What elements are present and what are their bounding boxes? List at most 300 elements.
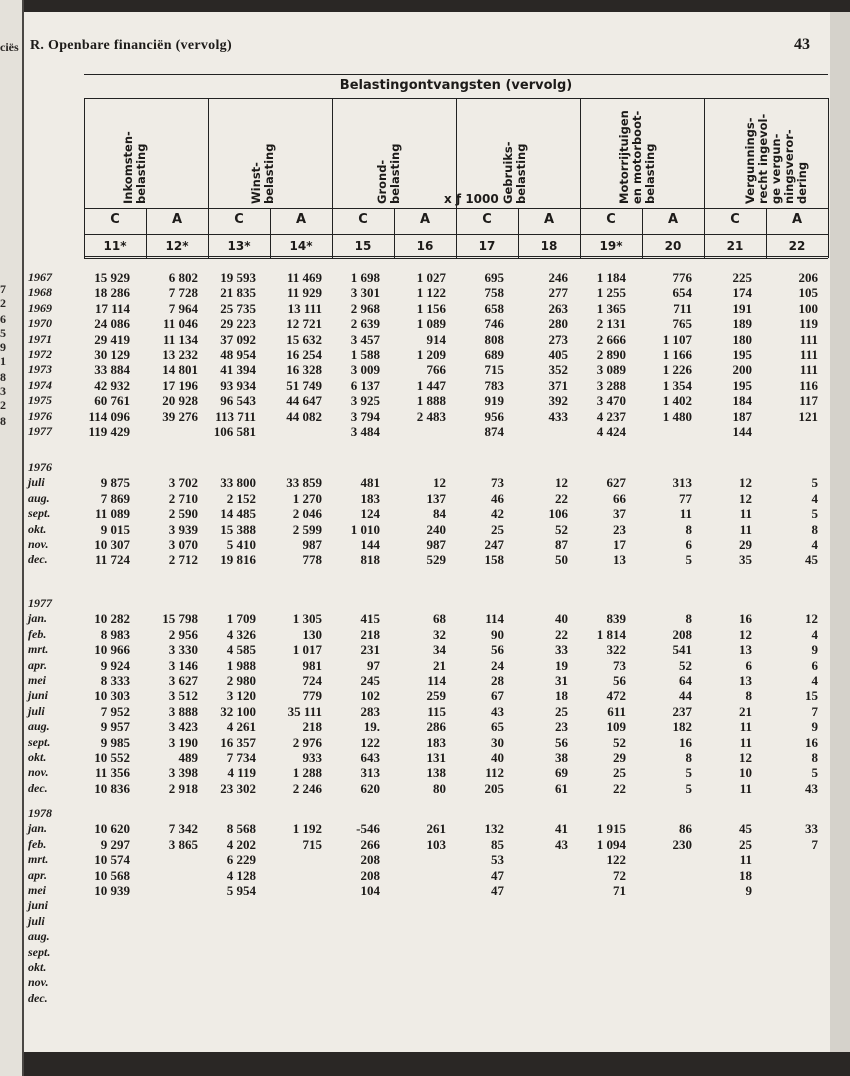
- table-cell: 23 302: [220, 780, 256, 796]
- row-label: aug.: [28, 929, 50, 944]
- table-cell: 16 357: [220, 734, 256, 750]
- table-cell: 654: [672, 285, 692, 301]
- table-cell: 1 354: [662, 377, 692, 393]
- table-cell: 18 286: [94, 285, 130, 301]
- table-cell: 715: [302, 836, 322, 852]
- table-cell: 1 480: [662, 408, 692, 424]
- table-cell: 45: [739, 821, 752, 837]
- table-cell: 131: [426, 750, 446, 765]
- table-cell: 12: [555, 475, 568, 491]
- table-cell: 37 092: [220, 331, 256, 347]
- row-label: mrt.: [28, 852, 49, 867]
- table-cell: 33 884: [94, 362, 130, 378]
- table-cell: 9: [811, 642, 818, 658]
- table-cell: 21: [739, 703, 752, 719]
- table-cell: 280: [548, 316, 568, 332]
- table-cell: 956: [484, 408, 504, 424]
- table-cell: 42 932: [94, 377, 130, 393]
- header-rule-4: [84, 258, 828, 259]
- column-code: A: [419, 212, 431, 227]
- strip-text: ciës: [0, 40, 19, 54]
- table-cell: 124: [360, 506, 380, 522]
- table-cell: 261: [426, 821, 446, 837]
- row-label: 1977: [28, 424, 52, 438]
- table-cell: 53: [491, 852, 504, 868]
- table-cell: 15 929: [94, 270, 130, 285]
- table-cell: 144: [360, 537, 380, 552]
- table-cell: 7: [811, 703, 818, 719]
- column-code: C: [606, 212, 616, 227]
- table-cell: 23: [613, 521, 626, 537]
- table-cell: 183: [360, 490, 380, 506]
- table-cell: 2 890: [596, 347, 626, 362]
- table-cell: 11: [739, 719, 752, 735]
- table-cell: 4: [811, 626, 818, 642]
- row-label: feb.: [28, 836, 47, 851]
- table-cell: 69: [555, 765, 568, 781]
- row-label: okt.: [28, 750, 47, 764]
- column-code: A: [667, 212, 679, 227]
- table-cell: 30: [491, 734, 504, 750]
- row-label: jan.: [28, 821, 48, 836]
- row-label: sept.: [28, 734, 51, 749]
- table-cell: 695: [484, 270, 504, 285]
- table-cell: 11: [739, 852, 752, 868]
- table-cell: 12: [739, 490, 752, 506]
- table-cell: 195: [732, 377, 752, 393]
- table-cell: 2 152: [226, 490, 256, 506]
- table-cell: 1 588: [350, 347, 380, 362]
- table-cell: 808: [484, 331, 504, 347]
- table-cell: 286: [426, 719, 446, 735]
- table-cell: 2 246: [292, 780, 322, 796]
- table-cell: 1 184: [596, 270, 626, 285]
- strip-text: 6: [0, 312, 6, 326]
- table-cell: 8 333: [100, 673, 130, 688]
- table-cell: 12: [739, 750, 752, 765]
- row-label: mei: [28, 673, 46, 687]
- table-cell: 5: [811, 506, 818, 522]
- table-cell: 5: [811, 765, 818, 781]
- table-cell: 10 303: [94, 688, 130, 704]
- table-cell: 25: [613, 765, 626, 781]
- table-cell: 42: [491, 506, 504, 522]
- table-cell: 11: [739, 780, 752, 796]
- table-cell: 19.: [363, 719, 380, 735]
- table-cell: 987: [426, 537, 446, 552]
- table-cell: 10: [739, 765, 752, 781]
- table-cell: 12: [805, 611, 818, 627]
- table-cell: 12 721: [286, 316, 322, 332]
- table-cell: 266: [360, 836, 380, 852]
- table-cell: 11 469: [286, 270, 322, 285]
- column-group-label: Winst- belasting: [249, 143, 276, 204]
- table-cell: 689: [484, 347, 504, 362]
- table-cell: 7 734: [226, 750, 256, 765]
- table-cell: 16: [679, 734, 692, 750]
- table-cell: 8: [811, 750, 818, 765]
- table-cell: 2 639: [350, 316, 380, 332]
- table-cell: 11: [679, 506, 692, 522]
- table-cell: 1 814: [596, 626, 626, 642]
- column-number: 15: [354, 239, 372, 253]
- column-number: 20: [664, 239, 682, 253]
- table-cell: -546: [356, 821, 380, 837]
- table-cell: 9 015: [100, 521, 130, 537]
- table-cell: 611: [607, 703, 626, 719]
- row-label: juli: [28, 703, 45, 718]
- table-cell: 1 698: [350, 270, 380, 285]
- table-cell: 144: [732, 424, 752, 439]
- table-cell: 24 086: [94, 316, 130, 332]
- table-cell: 5: [811, 475, 818, 491]
- table-cell: 41: [555, 821, 568, 837]
- table-cell: 115: [427, 703, 446, 719]
- table-cell: 6 137: [350, 377, 380, 393]
- table-cell: 11: [739, 506, 752, 522]
- table-cell: 10 574: [94, 852, 130, 868]
- table-cell: 225: [732, 270, 752, 285]
- table-cell: 218: [302, 719, 322, 735]
- table-cell: 541: [672, 642, 692, 658]
- row-label: aug.: [28, 719, 50, 734]
- table-cell: 96 543: [220, 393, 256, 409]
- table-cell: 46: [491, 490, 504, 506]
- table-cell: 13: [739, 642, 752, 658]
- column-number: 14*: [289, 239, 313, 253]
- table-cell: 106: [548, 506, 568, 522]
- table-cell: 758: [484, 285, 504, 301]
- table-cell: 352: [548, 362, 568, 378]
- table-cell: 1 107: [662, 331, 692, 347]
- table-cell: 44: [679, 688, 692, 704]
- table-cell: 4 424: [596, 424, 626, 439]
- table-cell: 47: [491, 867, 504, 883]
- table-cell: 106 581: [213, 424, 256, 439]
- table-cell: 2 590: [168, 506, 198, 522]
- row-label: nov.: [28, 765, 49, 780]
- table-cell: 32: [433, 626, 446, 642]
- table-cell: 839: [606, 611, 626, 627]
- table-cell: 15 388: [220, 521, 256, 537]
- table-cell: 529: [426, 552, 446, 568]
- table-cell: 1 988: [226, 657, 256, 673]
- table-cell: 20 928: [162, 393, 198, 409]
- table-cell: 9 875: [100, 475, 130, 491]
- table-cell: 130: [302, 626, 322, 642]
- column-code: A: [171, 212, 183, 227]
- table-cell: 25: [739, 836, 752, 852]
- table-cell: 4 237: [596, 408, 626, 424]
- row-label: 1973: [28, 362, 52, 377]
- row-label: apr.: [28, 657, 48, 672]
- strip-text: 8: [0, 370, 6, 384]
- table-cell: 4: [811, 537, 818, 552]
- row-label: 1975: [28, 393, 52, 408]
- table-cell: 1 305: [292, 611, 322, 627]
- table-cell: 6: [685, 537, 692, 552]
- strip-text: 3: [0, 384, 6, 398]
- table-cell: 981: [302, 657, 322, 673]
- table-cell: 61: [555, 780, 568, 796]
- table-cell: 137: [426, 490, 446, 506]
- table-cell: 104: [360, 883, 380, 898]
- table-cell: 11 929: [286, 285, 322, 301]
- table-cell: 16: [739, 611, 752, 627]
- table-cell: 87: [555, 537, 568, 552]
- strip-text: 7: [0, 282, 6, 296]
- table-cell: 10 307: [94, 537, 130, 552]
- table-cell: 25: [555, 703, 568, 719]
- table-cell: 643: [360, 750, 380, 765]
- column-number: 12*: [165, 239, 189, 253]
- table-cell: 7 869: [100, 490, 130, 506]
- table-cell: 3 627: [168, 673, 198, 688]
- table-cell: 45: [805, 552, 818, 568]
- table-cell: 31: [555, 673, 568, 688]
- table-cell: 10 966: [94, 642, 130, 658]
- row-label: sept.: [28, 506, 51, 521]
- table-cell: 1 888: [416, 393, 446, 409]
- table-cell: 28: [491, 673, 504, 688]
- table-cell: 13: [613, 552, 626, 568]
- column-number: 19*: [599, 239, 623, 253]
- table-cell: 4 585: [226, 642, 256, 658]
- row-label: juni: [28, 898, 49, 913]
- table-cell: 3 865: [168, 836, 198, 852]
- table-cell: 715: [484, 362, 504, 378]
- table-cell: 2 980: [226, 673, 256, 688]
- adjacent-page-strip: [0, 0, 24, 1076]
- table-cell: 40: [491, 750, 504, 765]
- table-cell: 17 196: [162, 377, 198, 393]
- table-cell: 627: [606, 475, 626, 491]
- table-cell: 5 410: [226, 537, 256, 552]
- table-cell: 113 711: [215, 408, 256, 424]
- column-number: 17: [478, 239, 496, 253]
- column-number: 16: [416, 239, 434, 253]
- table-cell: 2 976: [292, 734, 322, 750]
- table-cell: 5: [685, 765, 692, 781]
- table-cell: 2 599: [292, 521, 322, 537]
- table-cell: 6 802: [168, 270, 198, 285]
- table-cell: 208: [360, 867, 380, 883]
- table-cell: 15: [805, 688, 818, 704]
- column-number: 22: [788, 239, 806, 253]
- table-cell: 3 794: [350, 408, 380, 424]
- table-cell: 21 835: [220, 285, 256, 301]
- table-cell: 1 209: [416, 347, 446, 362]
- table-cell: 9: [745, 883, 752, 898]
- table-cell: 112: [485, 765, 504, 781]
- table-cell: 247: [484, 537, 504, 552]
- table-cell: 65: [491, 719, 504, 735]
- column-code: A: [791, 212, 803, 227]
- column-code: C: [482, 212, 492, 227]
- column-number: 18: [540, 239, 558, 253]
- page-number: 43: [794, 36, 810, 53]
- table-cell: 9 957: [100, 719, 130, 735]
- table-cell: 4: [811, 490, 818, 506]
- table-cell: 138: [426, 765, 446, 781]
- row-label: 1969: [28, 300, 52, 315]
- table-cell: 184: [732, 393, 752, 409]
- column-code: C: [234, 212, 244, 227]
- row-label: 1972: [28, 347, 52, 361]
- table-cell: 3 301: [350, 285, 380, 301]
- column-group-label: Grond- belasting: [375, 143, 402, 204]
- table-cell: 1 094: [596, 836, 626, 852]
- column-divider: [704, 98, 705, 258]
- table-cell: 64: [679, 673, 692, 688]
- column-group-label: Vergunnings- recht ingevol- ge vergun- ningsveror- dering: [743, 113, 809, 204]
- table-cell: 22: [613, 780, 626, 796]
- table-cell: 765: [672, 316, 692, 332]
- table-cell: 231: [360, 642, 380, 658]
- table-cell: 23: [555, 719, 568, 735]
- table-cell: 919: [484, 393, 504, 409]
- table-cell: 746: [484, 316, 504, 332]
- column-group-label: Gebruiks- belasting: [501, 141, 528, 204]
- table-cell: 103: [426, 836, 446, 852]
- table-cell: 43: [805, 780, 818, 796]
- table-cell: 3 888: [168, 703, 198, 719]
- table-cell: 40: [555, 611, 568, 627]
- table-cell: 19 816: [220, 552, 256, 568]
- strip-text: 2: [0, 296, 6, 310]
- table-cell: 8: [811, 521, 818, 537]
- table-cell: 3 330: [168, 642, 198, 658]
- table-cell: 3 423: [168, 719, 198, 735]
- table-title: Belastingontvangsten (vervolg): [339, 78, 573, 93]
- table-cell: 313: [360, 765, 380, 781]
- table-cell: 1 156: [416, 300, 446, 316]
- table-cell: 2 968: [350, 300, 380, 316]
- column-divider: [828, 98, 829, 258]
- table-cell: 11: [739, 521, 752, 537]
- table-cell: 237: [672, 703, 692, 719]
- row-label: 1971: [28, 331, 52, 346]
- column-code: C: [358, 212, 368, 227]
- table-cell: 30 129: [94, 347, 130, 362]
- table-cell: 52: [613, 734, 626, 750]
- table-cell: 180: [732, 331, 752, 347]
- table-cell: 783: [484, 377, 504, 393]
- table-cell: 14 801: [162, 362, 198, 378]
- table-cell: 12: [433, 475, 446, 491]
- table-cell: 29: [613, 750, 626, 765]
- row-label: feb.: [28, 626, 47, 641]
- row-label: nov.: [28, 537, 49, 551]
- table-cell: 29 223: [220, 316, 256, 332]
- table-cell: 1 270: [292, 490, 322, 506]
- table-top-rule: [84, 74, 828, 75]
- table-cell: 1 365: [596, 300, 626, 316]
- table-cell: 114 096: [88, 408, 130, 424]
- table-cell: 111: [799, 331, 818, 347]
- table-cell: 1 288: [292, 765, 322, 781]
- table-cell: 71: [613, 883, 626, 898]
- table-cell: 191: [732, 300, 752, 316]
- table-cell: 208: [672, 626, 692, 642]
- table-cell: 6: [745, 657, 752, 673]
- table-cell: 8 983: [100, 626, 130, 642]
- table-cell: 415: [360, 611, 380, 627]
- table-cell: 52: [555, 521, 568, 537]
- table-cell: 35: [739, 552, 752, 568]
- table-cell: 24: [491, 657, 504, 673]
- table-cell: 9 985: [100, 734, 130, 750]
- table-cell: 766: [426, 362, 446, 378]
- table-cell: 6 229: [226, 852, 256, 868]
- table-cell: 7 952: [100, 703, 130, 719]
- table-cell: 7 964: [168, 300, 198, 316]
- table-cell: 273: [548, 331, 568, 347]
- table-cell: 90: [491, 626, 504, 642]
- table-cell: 10 939: [94, 883, 130, 898]
- table-cell: 12: [739, 475, 752, 491]
- table-cell: 3 484: [350, 424, 380, 439]
- row-label: 1974: [28, 377, 52, 392]
- table-cell: 472: [606, 688, 626, 704]
- strip-text: 9: [0, 340, 6, 354]
- table-cell: 25 735: [220, 300, 256, 316]
- table-cell: 277: [548, 285, 568, 301]
- column-code: C: [110, 212, 120, 227]
- table-cell: 15 798: [162, 611, 198, 627]
- table-cell: 48 954: [220, 347, 256, 362]
- table-cell: 122: [606, 852, 626, 868]
- table-cell: 11 724: [94, 552, 130, 568]
- table-cell: 132: [484, 821, 504, 837]
- table-cell: 7 728: [168, 285, 198, 301]
- table-cell: 34: [433, 642, 446, 658]
- table-cell: 17 114: [94, 300, 130, 316]
- column-code: A: [543, 212, 555, 227]
- table-cell: 230: [672, 836, 692, 852]
- strip-text: 5: [0, 326, 6, 340]
- table-cell: 371: [548, 377, 568, 393]
- row-label: 1970: [28, 316, 52, 331]
- table-cell: 114: [427, 673, 446, 688]
- table-cell: 8: [685, 611, 692, 627]
- table-cell: 29: [739, 537, 752, 552]
- table-cell: 39 276: [162, 408, 198, 424]
- table-cell: 7 342: [168, 821, 198, 837]
- table-cell: 11 134: [162, 331, 198, 347]
- table-cell: 1 166: [662, 347, 692, 362]
- table-cell: 3 512: [168, 688, 198, 704]
- table-cell: 35 111: [287, 703, 322, 719]
- table-cell: 15 632: [286, 331, 322, 347]
- table-cell: 3 288: [596, 377, 626, 393]
- table-cell: 3 009: [350, 362, 380, 378]
- table-cell: 2 918: [168, 780, 198, 796]
- table-cell: 3 457: [350, 331, 380, 347]
- table-cell: 313: [672, 475, 692, 491]
- row-label: aug.: [28, 490, 50, 505]
- table-cell: 3 089: [596, 362, 626, 378]
- table-cell: 43: [555, 836, 568, 852]
- table-cell: 240: [426, 521, 446, 537]
- table-cell: 7: [811, 836, 818, 852]
- table-cell: 100: [798, 300, 818, 316]
- table-cell: 818: [360, 552, 380, 568]
- table-cell: 1 089: [416, 316, 446, 332]
- table-cell: 481: [360, 475, 380, 491]
- table-cell: 68: [433, 611, 446, 627]
- row-label: nov.: [28, 975, 49, 990]
